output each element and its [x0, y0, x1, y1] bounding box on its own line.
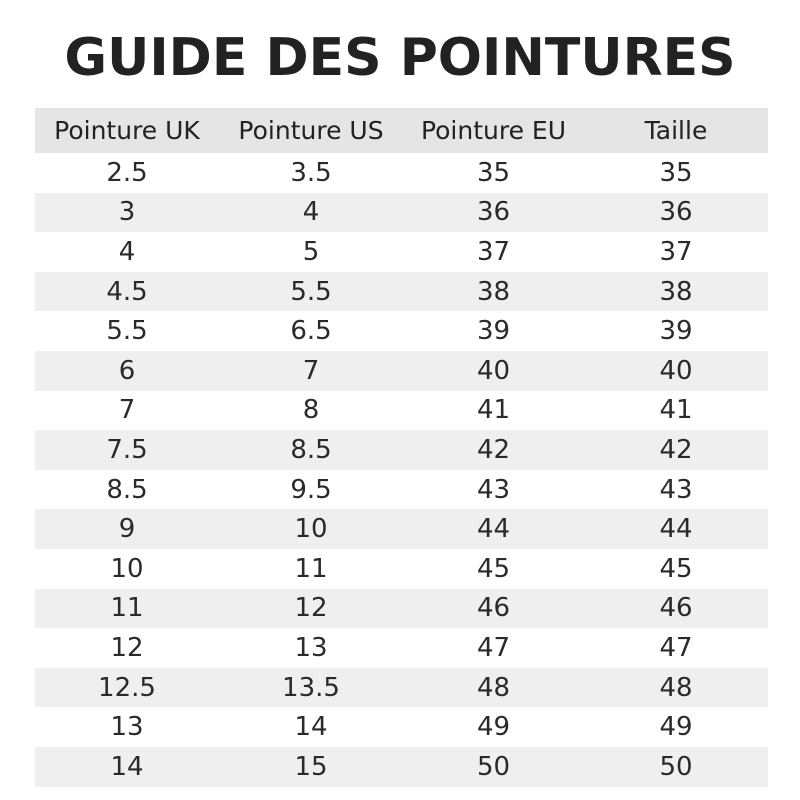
header-eu-size: Pointure EU: [403, 108, 584, 153]
cell-eu-size: 36: [403, 193, 584, 233]
header-taille: Taille: [584, 108, 768, 153]
cell-us-size: 13: [219, 628, 403, 668]
cell-eu-size: 47: [403, 628, 584, 668]
header-row: [35, 108, 768, 153]
header-uk-size: Pointure UK: [35, 108, 219, 153]
cell-uk-size: 8.5: [35, 470, 219, 510]
cell-eu-size: 50: [403, 747, 584, 787]
cell-eu-size: 37: [403, 232, 584, 272]
table-body: [35, 153, 768, 787]
table-row: [35, 311, 768, 351]
cell-uk-size: 12: [35, 628, 219, 668]
cell-uk-size: 14: [35, 747, 219, 787]
cell-taille: 49: [584, 707, 768, 747]
cell-uk-size: 6: [35, 351, 219, 391]
cell-uk-size: 13: [35, 707, 219, 747]
cell-eu-size: 41: [403, 391, 584, 431]
cell-eu-size: 48: [403, 668, 584, 708]
table-row: [35, 430, 768, 470]
cell-us-size: 10: [219, 509, 403, 549]
table-row: [35, 668, 768, 708]
cell-eu-size: 35: [403, 153, 584, 193]
header-us-size: Pointure US: [219, 108, 403, 153]
table-row: [35, 272, 768, 312]
cell-taille: 42: [584, 430, 768, 470]
cell-taille: 50: [584, 747, 768, 787]
cell-taille: 46: [584, 589, 768, 629]
cell-us-size: 9.5: [219, 470, 403, 510]
cell-uk-size: 4: [35, 232, 219, 272]
table-row: [35, 391, 768, 431]
cell-us-size: 14: [219, 707, 403, 747]
cell-us-size: 5.5: [219, 272, 403, 312]
cell-taille: 44: [584, 509, 768, 549]
size-guide-table: [35, 108, 768, 787]
cell-eu-size: 49: [403, 707, 584, 747]
table-row: [35, 470, 768, 510]
cell-taille: 36: [584, 193, 768, 233]
cell-taille: 38: [584, 272, 768, 312]
table-header: [35, 108, 768, 153]
cell-taille: 40: [584, 351, 768, 391]
cell-us-size: 4: [219, 193, 403, 233]
table-row: [35, 628, 768, 668]
cell-uk-size: 7.5: [35, 430, 219, 470]
table-row: [35, 153, 768, 193]
page-title: GUIDE DES POINTURES: [64, 28, 736, 88]
cell-us-size: 5: [219, 232, 403, 272]
cell-us-size: 6.5: [219, 311, 403, 351]
cell-taille: 37: [584, 232, 768, 272]
cell-uk-size: 12.5: [35, 668, 219, 708]
cell-us-size: 12: [219, 589, 403, 629]
cell-uk-size: 4.5: [35, 272, 219, 312]
table-row: [35, 589, 768, 629]
cell-eu-size: 40: [403, 351, 584, 391]
table-row: [35, 509, 768, 549]
cell-eu-size: 45: [403, 549, 584, 589]
cell-eu-size: 44: [403, 509, 584, 549]
cell-uk-size: 3: [35, 193, 219, 233]
cell-eu-size: 46: [403, 589, 584, 629]
cell-taille: 41: [584, 391, 768, 431]
cell-taille: 47: [584, 628, 768, 668]
table-row: [35, 351, 768, 391]
cell-eu-size: 42: [403, 430, 584, 470]
table-row: [35, 549, 768, 589]
cell-taille: 45: [584, 549, 768, 589]
cell-eu-size: 43: [403, 470, 584, 510]
cell-us-size: 8.5: [219, 430, 403, 470]
cell-uk-size: 9: [35, 509, 219, 549]
cell-taille: 35: [584, 153, 768, 193]
cell-taille: 48: [584, 668, 768, 708]
cell-us-size: 15: [219, 747, 403, 787]
cell-eu-size: 38: [403, 272, 584, 312]
table-row: [35, 707, 768, 747]
cell-uk-size: 11: [35, 589, 219, 629]
cell-us-size: 7: [219, 351, 403, 391]
cell-us-size: 11: [219, 549, 403, 589]
cell-uk-size: 10: [35, 549, 219, 589]
cell-taille: 39: [584, 311, 768, 351]
cell-uk-size: 2.5: [35, 153, 219, 193]
cell-taille: 43: [584, 470, 768, 510]
cell-us-size: 8: [219, 391, 403, 431]
cell-uk-size: 7: [35, 391, 219, 431]
cell-us-size: 13.5: [219, 668, 403, 708]
table-row: [35, 232, 768, 272]
table-row: [35, 747, 768, 787]
cell-uk-size: 5.5: [35, 311, 219, 351]
table-row: [35, 193, 768, 233]
cell-eu-size: 39: [403, 311, 584, 351]
cell-us-size: 3.5: [219, 153, 403, 193]
